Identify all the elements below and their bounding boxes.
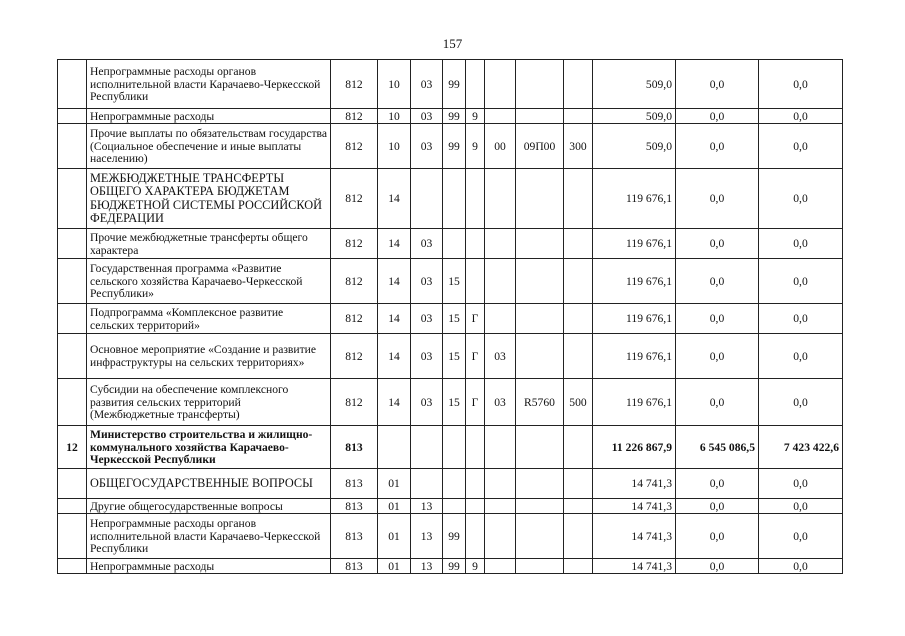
cell-section: 14 bbox=[378, 379, 411, 426]
row-name: Прочие межбюджетные трансферты общего характера bbox=[87, 229, 331, 259]
row-index bbox=[58, 60, 87, 109]
cell-subsection: 03 bbox=[411, 109, 443, 124]
cell-direction bbox=[516, 514, 564, 559]
cell-event bbox=[485, 559, 516, 574]
cell-section: 10 bbox=[378, 109, 411, 124]
cell-amount-year3: 0,0 bbox=[759, 559, 843, 574]
cell-amount-year3: 0,0 bbox=[759, 109, 843, 124]
cell-grbs: 813 bbox=[331, 559, 378, 574]
cell-subprogram bbox=[466, 169, 485, 229]
cell-amount-year2: 0,0 bbox=[676, 379, 759, 426]
cell-direction: 09П00 bbox=[516, 124, 564, 169]
cell-amount-year2: 0,0 bbox=[676, 304, 759, 334]
row-index bbox=[58, 169, 87, 229]
row-name: Прочие выплаты по обязательствам государства (Социальное обеспечение и иные выплаты населению) bbox=[87, 124, 331, 169]
page-number: 157 bbox=[442, 36, 463, 51]
cell-subprogram: Г bbox=[466, 304, 485, 334]
cell-event bbox=[485, 169, 516, 229]
cell-subsection: 03 bbox=[411, 124, 443, 169]
cell-amount-year2: 0,0 bbox=[676, 229, 759, 259]
cell-grbs: 812 bbox=[331, 379, 378, 426]
cell-subsection: 03 bbox=[411, 259, 443, 304]
table-row bbox=[58, 60, 843, 109]
cell-section: 01 bbox=[378, 499, 411, 514]
cell-subsection: 03 bbox=[411, 304, 443, 334]
cell-direction bbox=[516, 169, 564, 229]
table-row bbox=[58, 379, 843, 426]
row-index bbox=[58, 229, 87, 259]
cell-amount-year3: 0,0 bbox=[759, 169, 843, 229]
cell-amount-year2: 0,0 bbox=[676, 109, 759, 124]
cell-amount-year3: 0,0 bbox=[759, 304, 843, 334]
cell-grbs: 812 bbox=[331, 229, 378, 259]
table-row bbox=[58, 229, 843, 259]
row-name: Субсидии на обеспечение комплексного развития сельских территорий (Межбюджетные трансферты) bbox=[87, 379, 331, 426]
cell-amount-year3: 0,0 bbox=[759, 60, 843, 109]
cell-subprogram: 9 bbox=[466, 109, 485, 124]
cell-event bbox=[485, 469, 516, 499]
cell-expense-type bbox=[564, 514, 593, 559]
cell-program: 15 bbox=[443, 379, 466, 426]
cell-expense-type bbox=[564, 469, 593, 499]
cell-program: 99 bbox=[443, 60, 466, 109]
table-row bbox=[58, 469, 843, 499]
cell-direction bbox=[516, 229, 564, 259]
cell-grbs: 812 bbox=[331, 334, 378, 379]
cell-program: 15 bbox=[443, 334, 466, 379]
cell-amount-year1: 119 676,1 bbox=[593, 304, 676, 334]
cell-amount-year2: 0,0 bbox=[676, 514, 759, 559]
cell-amount-year1: 119 676,1 bbox=[593, 169, 676, 229]
cell-amount-year1: 14 741,3 bbox=[593, 469, 676, 499]
cell-amount-year1: 119 676,1 bbox=[593, 379, 676, 426]
cell-amount-year1: 119 676,1 bbox=[593, 334, 676, 379]
cell-subprogram bbox=[466, 469, 485, 499]
row-index bbox=[58, 109, 87, 124]
cell-amount-year2: 0,0 bbox=[676, 334, 759, 379]
cell-section: 14 bbox=[378, 229, 411, 259]
cell-amount-year2: 0,0 bbox=[676, 559, 759, 574]
cell-grbs: 812 bbox=[331, 60, 378, 109]
row-index bbox=[58, 514, 87, 559]
cell-subprogram bbox=[466, 499, 485, 514]
row-index bbox=[58, 559, 87, 574]
cell-amount-year1: 14 741,3 bbox=[593, 499, 676, 514]
cell-amount-year1: 509,0 bbox=[593, 60, 676, 109]
budget-table bbox=[57, 59, 843, 574]
cell-expense-type: 500 bbox=[564, 379, 593, 426]
cell-section: 01 bbox=[378, 514, 411, 559]
cell-section: 01 bbox=[378, 559, 411, 574]
row-index: 12 bbox=[58, 426, 87, 469]
cell-amount-year3: 0,0 bbox=[759, 259, 843, 304]
cell-section: 14 bbox=[378, 169, 411, 229]
cell-expense-type: 300 bbox=[564, 124, 593, 169]
row-name: Министерство строительства и жилищно-коммунального хозяйства Карачаево-Черкесской Республики bbox=[87, 426, 331, 469]
cell-program: 99 bbox=[443, 559, 466, 574]
row-name: Другие общегосударственные вопросы bbox=[87, 499, 331, 514]
cell-grbs: 812 bbox=[331, 169, 378, 229]
cell-event bbox=[485, 259, 516, 304]
cell-amount-year3: 7 423 422,6 bbox=[759, 426, 843, 469]
cell-amount-year3: 0,0 bbox=[759, 499, 843, 514]
cell-event bbox=[485, 109, 516, 124]
cell-expense-type bbox=[564, 259, 593, 304]
cell-program: 99 bbox=[443, 109, 466, 124]
cell-grbs: 813 bbox=[331, 469, 378, 499]
cell-subprogram: Г bbox=[466, 334, 485, 379]
cell-direction: R5760 bbox=[516, 379, 564, 426]
cell-subprogram bbox=[466, 259, 485, 304]
cell-event bbox=[485, 499, 516, 514]
cell-event: 03 bbox=[485, 334, 516, 379]
cell-amount-year1: 509,0 bbox=[593, 124, 676, 169]
cell-expense-type bbox=[564, 109, 593, 124]
cell-section: 01 bbox=[378, 469, 411, 499]
cell-expense-type bbox=[564, 426, 593, 469]
cell-subsection: 13 bbox=[411, 514, 443, 559]
table-row bbox=[58, 304, 843, 334]
table-row bbox=[58, 124, 843, 169]
cell-subprogram: 9 bbox=[466, 559, 485, 574]
cell-amount-year3: 0,0 bbox=[759, 469, 843, 499]
cell-section: 14 bbox=[378, 334, 411, 379]
cell-amount-year3: 0,0 bbox=[759, 514, 843, 559]
table-row bbox=[58, 334, 843, 379]
row-index bbox=[58, 469, 87, 499]
cell-subprogram bbox=[466, 229, 485, 259]
cell-section: 14 bbox=[378, 259, 411, 304]
cell-amount-year2: 0,0 bbox=[676, 124, 759, 169]
cell-grbs: 813 bbox=[331, 499, 378, 514]
row-index bbox=[58, 259, 87, 304]
cell-amount-year1: 11 226 867,9 bbox=[593, 426, 676, 469]
cell-section: 14 bbox=[378, 304, 411, 334]
cell-expense-type bbox=[564, 229, 593, 259]
cell-expense-type bbox=[564, 304, 593, 334]
cell-direction bbox=[516, 499, 564, 514]
cell-subsection bbox=[411, 469, 443, 499]
table-row bbox=[58, 109, 843, 124]
cell-amount-year2: 0,0 bbox=[676, 60, 759, 109]
cell-event: 00 bbox=[485, 124, 516, 169]
cell-event bbox=[485, 229, 516, 259]
table-row bbox=[58, 499, 843, 514]
row-name: Непрограммные расходы органов исполнительной власти Карачаево-Черкесской Республики bbox=[87, 60, 331, 109]
cell-expense-type bbox=[564, 334, 593, 379]
cell-amount-year1: 119 676,1 bbox=[593, 229, 676, 259]
cell-amount-year3: 0,0 bbox=[759, 124, 843, 169]
row-index bbox=[58, 334, 87, 379]
cell-amount-year3: 0,0 bbox=[759, 229, 843, 259]
row-name: Государственная программа «Развитие сельского хозяйства Карачаево-Черкесской Республики» bbox=[87, 259, 331, 304]
row-name: Непрограммные расходы bbox=[87, 109, 331, 124]
cell-subprogram bbox=[466, 426, 485, 469]
cell-grbs: 813 bbox=[331, 514, 378, 559]
cell-expense-type bbox=[564, 499, 593, 514]
cell-event bbox=[485, 60, 516, 109]
cell-direction bbox=[516, 469, 564, 499]
cell-subsection: 03 bbox=[411, 229, 443, 259]
cell-program: 15 bbox=[443, 259, 466, 304]
cell-program bbox=[443, 469, 466, 499]
cell-subsection: 13 bbox=[411, 499, 443, 514]
cell-expense-type bbox=[564, 60, 593, 109]
cell-amount-year2: 0,0 bbox=[676, 469, 759, 499]
cell-amount-year1: 509,0 bbox=[593, 109, 676, 124]
cell-program bbox=[443, 169, 466, 229]
cell-direction bbox=[516, 334, 564, 379]
table-row bbox=[58, 169, 843, 229]
cell-subprogram: 9 bbox=[466, 124, 485, 169]
table-row bbox=[58, 426, 843, 469]
cell-subprogram bbox=[466, 60, 485, 109]
cell-event: 03 bbox=[485, 379, 516, 426]
cell-amount-year1: 119 676,1 bbox=[593, 259, 676, 304]
cell-section: 10 bbox=[378, 60, 411, 109]
cell-program: 15 bbox=[443, 304, 466, 334]
cell-expense-type bbox=[564, 559, 593, 574]
cell-direction bbox=[516, 304, 564, 334]
cell-section: 10 bbox=[378, 124, 411, 169]
cell-program: 99 bbox=[443, 514, 466, 559]
cell-direction bbox=[516, 259, 564, 304]
row-name: ОБЩЕГОСУДАРСТВЕННЫЕ ВОПРОСЫ bbox=[87, 469, 331, 499]
cell-grbs: 812 bbox=[331, 124, 378, 169]
cell-amount-year1: 14 741,3 bbox=[593, 514, 676, 559]
cell-subsection bbox=[411, 169, 443, 229]
cell-program bbox=[443, 499, 466, 514]
row-index bbox=[58, 379, 87, 426]
cell-grbs: 813 bbox=[331, 426, 378, 469]
table-row bbox=[58, 559, 843, 574]
cell-amount-year1: 14 741,3 bbox=[593, 559, 676, 574]
cell-grbs: 812 bbox=[331, 304, 378, 334]
cell-event bbox=[485, 304, 516, 334]
cell-subsection: 03 bbox=[411, 334, 443, 379]
table-row bbox=[58, 259, 843, 304]
row-index bbox=[58, 499, 87, 514]
row-index bbox=[58, 304, 87, 334]
cell-program bbox=[443, 426, 466, 469]
row-name: МЕЖБЮДЖЕТНЫЕ ТРАНСФЕРТЫ ОБЩЕГО ХАРАКТЕРА БЮДЖЕТАМ БЮДЖЕТНОЙ СИСТЕМЫ РОССИЙСКОЙ ФЕДЕРАЦИИ bbox=[87, 169, 331, 229]
cell-program: 99 bbox=[443, 124, 466, 169]
cell-subsection: 13 bbox=[411, 559, 443, 574]
cell-grbs: 812 bbox=[331, 259, 378, 304]
cell-amount-year3: 0,0 bbox=[759, 379, 843, 426]
cell-section bbox=[378, 426, 411, 469]
cell-subprogram: Г bbox=[466, 379, 485, 426]
cell-amount-year2: 0,0 bbox=[676, 499, 759, 514]
row-name: Основное мероприятие «Создание и развитие инфраструктуры на сельских территориях» bbox=[87, 334, 331, 379]
row-name: Подпрограмма «Комплексное развитие сельских территорий» bbox=[87, 304, 331, 334]
cell-grbs: 812 bbox=[331, 109, 378, 124]
table-row bbox=[58, 514, 843, 559]
cell-program bbox=[443, 229, 466, 259]
table-body bbox=[58, 60, 843, 574]
cell-subsection bbox=[411, 426, 443, 469]
cell-amount-year2: 0,0 bbox=[676, 169, 759, 229]
cell-direction bbox=[516, 109, 564, 124]
cell-event bbox=[485, 514, 516, 559]
cell-subsection: 03 bbox=[411, 60, 443, 109]
cell-amount-year2: 0,0 bbox=[676, 259, 759, 304]
cell-amount-year3: 0,0 bbox=[759, 334, 843, 379]
cell-subprogram bbox=[466, 514, 485, 559]
row-name: Непрограммные расходы органов исполнительной власти Карачаево-Черкесской Республики bbox=[87, 514, 331, 559]
cell-expense-type bbox=[564, 169, 593, 229]
cell-amount-year2: 6 545 086,5 bbox=[676, 426, 759, 469]
row-name: Непрограммные расходы bbox=[87, 559, 331, 574]
cell-subsection: 03 bbox=[411, 379, 443, 426]
cell-event bbox=[485, 426, 516, 469]
cell-direction bbox=[516, 426, 564, 469]
cell-direction bbox=[516, 559, 564, 574]
cell-direction bbox=[516, 60, 564, 109]
row-index bbox=[58, 124, 87, 169]
